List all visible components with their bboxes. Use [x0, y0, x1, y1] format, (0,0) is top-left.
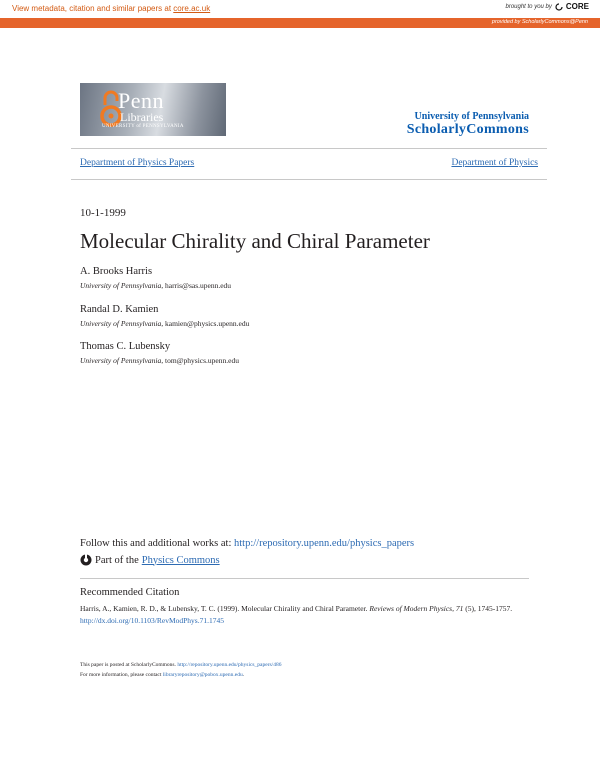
paper-url-link[interactable]: http://repository.upenn.edu/physics_papers/486 — [177, 662, 282, 668]
physics-commons-link[interactable]: Physics Commons — [141, 554, 220, 566]
citation-text — [80, 603, 520, 626]
divider-departments — [71, 179, 547, 180]
contact-end: . — [242, 672, 245, 678]
posted-line — [80, 662, 281, 668]
core-banner — [0, 0, 600, 18]
department-link[interactable]: Department of Physics — [451, 158, 538, 168]
part-of-text: Part of the — [95, 554, 139, 566]
divider-top — [71, 148, 547, 149]
logo-libraries-text: Libraries — [120, 110, 164, 124]
contact-line — [80, 672, 244, 678]
department-papers-link[interactable]: Department of Physics Papers — [80, 158, 195, 168]
follow-text: Follow this and additional works at: — [80, 538, 234, 549]
citation-issue-pages: (5), 1745-1757. — [463, 604, 513, 613]
brought-by-text: brought to you by — [505, 3, 552, 10]
citation-journal: Reviews of Modern Physics, 71 — [369, 604, 464, 613]
author-email: , tom@physics.upenn.edu — [161, 356, 239, 365]
divider-citation — [80, 578, 529, 579]
penn-libraries-logo[interactable] — [80, 83, 226, 136]
recommended-citation-heading: Recommended Citation — [80, 587, 180, 598]
author-affiliation — [80, 281, 231, 290]
core-brand-label: CORE — [565, 2, 589, 11]
core-logo-icon — [555, 3, 563, 11]
contact-email-link[interactable]: libraryrepository@pobox.upenn.edu — [162, 672, 243, 678]
core-metadata-text: View metadata, citation and similar papers at — [12, 4, 172, 13]
author-university: University of Pennsylvania — [80, 319, 162, 328]
publication-date: 10-1-1999 — [80, 207, 126, 219]
provided-by-bar — [0, 18, 600, 28]
repository-link[interactable]: http://repository.upenn.edu/physics_papers — [234, 538, 415, 549]
core-ac-uk-link[interactable]: core.ac.uk — [173, 4, 211, 13]
network-commons-icon — [80, 554, 92, 566]
author-name: Randal D. Kamien — [80, 304, 159, 315]
author-email: , kamien@physics.upenn.edu — [161, 319, 250, 328]
posted-text: This paper is posted at ScholarlyCommons. — [80, 662, 178, 668]
follow-line — [80, 538, 414, 549]
part-of-line — [80, 554, 220, 566]
author-university: University of Pennsylvania — [80, 281, 162, 290]
author-affiliation — [80, 319, 249, 328]
author-name: A. Brooks Harris — [80, 266, 153, 277]
provided-by-text: provided by ScholarlyCommons@Penn — [491, 19, 588, 25]
scholarly-commons-title[interactable]: ScholarlyCommons — [406, 122, 529, 137]
author-name: Thomas C. Lubensky — [80, 341, 171, 352]
author-email: , harris@sas.upenn.edu — [161, 281, 232, 290]
paper-title: Molecular Chirality and Chiral Parameter — [80, 229, 430, 253]
author-university: University of Pennsylvania — [80, 356, 162, 365]
logo-university-text: UNIVERSITY of PENNSYLVANIA — [102, 124, 184, 129]
doi-link[interactable]: http://dx.doi.org/10.1103/RevModPhys.71.1745 — [80, 615, 224, 625]
citation-authors-title: Harris, A., Kamien, R. D., & Lubensky, T. C. (1999). Molecular Chirality and Chiral Parameter. — [80, 604, 370, 613]
author-affiliation — [80, 356, 239, 365]
university-name[interactable]: University of Pennsylvania — [414, 111, 529, 122]
contact-text: For more information, please contact — [80, 672, 163, 678]
logo-penn-text: Penn — [118, 88, 164, 113]
core-metadata-link[interactable] — [12, 4, 210, 13]
brought-by-core — [506, 2, 590, 11]
